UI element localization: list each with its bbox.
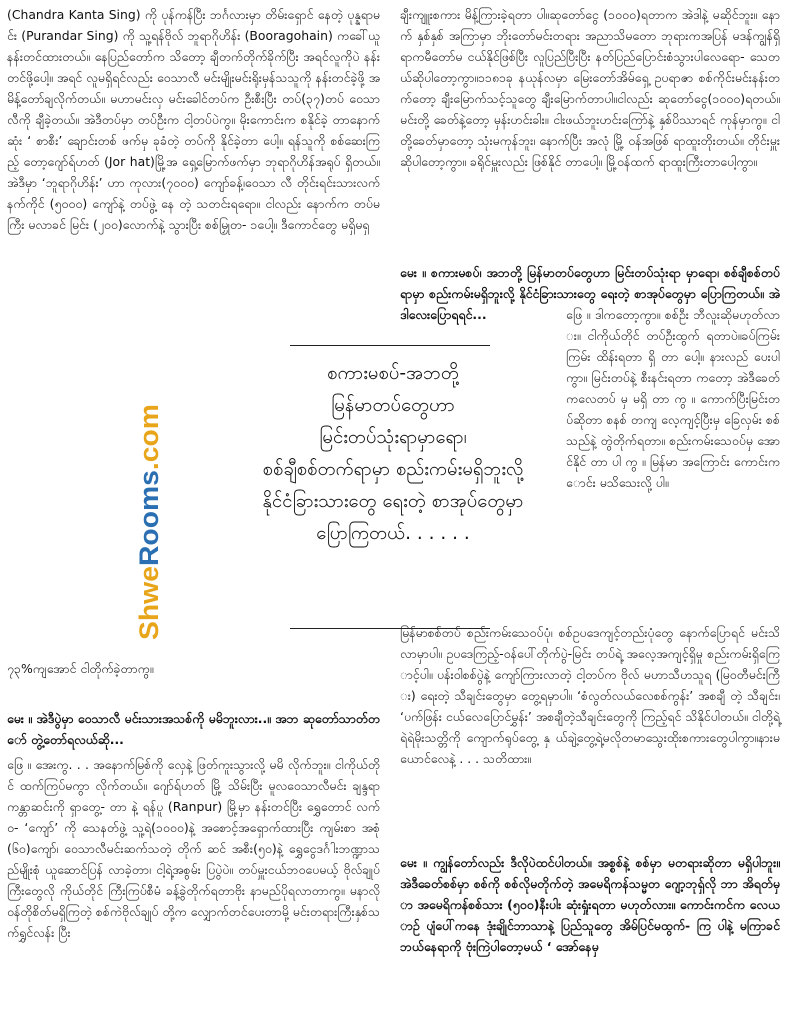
left-paragraph-2: ၇၃%ကျအောင် ငါတိုက်ခဲ့တာကွ။ [7, 661, 154, 676]
pull-quote-bottom-rule [290, 628, 490, 629]
shwerooms-watermark-logo [128, 402, 170, 640]
pull-quote-line-5: နိုင်ငံခြားသားတွေ ရေးတဲ့ စာအုပ်တွေမှာ [262, 491, 524, 512]
watermark-rooms: Rooms [134, 474, 164, 567]
pull-quote-line-2: မြန်မာတပ်တွေဟာ [331, 395, 455, 416]
pull-quote-line-4: စစ်ချီစစ်တက်ရာမှာ စည်းကမ်းမရှိဘူးလို့ [262, 459, 524, 480]
pull-quote-line-6: ပြောကြတယ်. . . . . . [316, 523, 470, 544]
pull-quote-top-rule [290, 345, 490, 346]
right-paragraph-1: ချီးကျူးစကား မိန့်ကြားခဲ့ရတာ ပါ။ဆုတော်ငွေ (၁၀၀၀)ရတာက အဲဒါနဲ့ မဆိုင်ဘူး။ နောက် နှစ်နှစ် အကြာမှာ ဘိုးတော်မင်းတရား အညာသိမတော ဘုရားကအပြန် မဒန်ကျွန်ရှိရာကမီတော်မ ငယ်နိုင်ဖြစ်ပြီး လူပြည်ပြီးပြီး နတ်ပြည်ပြောင်းစံသွားပါလေရော- သေတယ်ဆိုပါတော့ကွာ။၁၁၈၁ခု နယုန်လမှာ မြေးတော်အိမ်ရှေ့ ဥပရာဇာ စစ်ကိုင်းမင်းနန်းတက်တော့ ချီးမြောက်သင့်သူတွေ ချီးမြောက်တာပါ။ငါလည်း ဆုတော်ငွေ(၁၀၀၀)ရတယ်။မင်းတို့ ခေတ်နဲ့တော့ မှန်းဟင်းခါး။ ငါးဖယ်ဘူးဟင်းကြော်နဲ့ နှစ်ပိဿာရင် ကုန်မှာကွ။ ငါတို့ခေတ်မှာတော့ သုံးမကုန်ဘူး၊ နောက်ပြီး အလုံ မြို့ ဝန်အဖြစ် ရာထူးတိုးတယ်။ တိုင်းမှူးဆိုပါတော့ကွာ။ ခရိုင်မှူးလည်း ဖြစ်နိုင် တာပေါ့။ မြို့ဝန်ထက် ရာထူးကြီးတာပေါ့ကွာ။ [400, 7, 780, 169]
pull-quote-line-1: စကားမစပ်-အဘတို့ [327, 363, 459, 384]
svg-text:ShweRooms.com [134, 404, 164, 640]
left-question: မေး ။ အဲဒီပွဲမှာ ဝေသာလီ မင်းသားအသစ်ကို မမိဘူးလား..။ အဘ ဆုတော်သာတ်တော် တွဲ့တော်ရလယ်ဆို... [7, 711, 380, 747]
left-paragraph-1: (Chandra Kanta Sing) ကို ပုန်ကန်ပြီး ဘင်္ဂလားမှာ တိမ်းရှောင် နေတဲ့ ပုန္နရာမင်း (Purandar Sing) ကို သူ့ရန်ဗိုလ် ဘူရာဂိုဟိန်း (Booragohain) ကခေါ်ယူနန်းတင်ထားတယ်။ နေပြည်တော်က သိတော့ ချီတက်တိုက်ခိုက်ပြီး အရင်လူကိုပဲ နန်းတင်ဖို့ပေါ့။ အရင် လူမရှိရင်လည်း ဝေသာလီ မင်းမျိုးမင်းရိုးမှန်သသူကို နန်းတင်ခဲ့ဖို့ အမိန့်တော်ချလိုက်တယ်။ မဟာမင်းလှ မင်းခေါင်တပ်က ဦးစီးပြီး တပ်(၃၇)တပ် ဝေသာလီကို ချီခဲ့တယ်။ အဲဒီတပ်မှာ တပ်ဦးက ငါ့တပ်ပဲကွ။ မိုးကောင်းက စနိုင်ခဲ့ တာနောက်ဆုံး ‘ စာစီး’ ချောင်းတစ် ဖက်မှ ခုခံတဲ့ တပ်ကို နိုင်ခဲ့တာ ပေါ့။ ရန်သူကို စစ်ဆေးကြည့် တော့ဂျော်ရ်ဟတ် (Jor hat)မြို့အ ရှေ့မြောက်ဖက်မှာ ဘုရာဂိုဟိန်အရုပ် ရှိတယ်။ အဲဒီမှာ ‘ဘူရာဂိုဟိန်း’ ဟာ ကုလား(၇၀၀၀) ကျော်ခန့်၊ဝေသာ လီ တိုင်းရင်းသားလက်နက်ကိုင် (၅၀၀၀) ကျော်နဲ့ တပ်ဖွဲ့ နေ တဲ့ သတင်းရရော။ ငါလည်း နောက်က တပ်မကြီး မလာခင် မြင်း (၂၀၀)လောက်နဲ့ သွားပြီး စစ်မြှုတ- ၁ပေါ့။ ဒီကောင်တွေ မရှိမရှ [7, 7, 380, 232]
right-question: မေး ။ စကားမစပ်၊ အဘတို့ မြန်မာတပ်တွေဟာ မြင်းတပ်သုံးရာ မှာရော၊ စစ်ချီစစ်တပ်ရာမှာ စည်းကမ်းမရှိဘူးလို့ နိုင်ငံခြားသားတွေ ရေးတဲ့ စာအုပ်တွေမှာ ပြောကြတယ်။ အဲဒါလေးပြောရရင်... [400, 265, 780, 322]
right-question-2: မေး ။ ကျွန်တော်လည်း ဒီလိုပဲထင်ပါတယ်။ အစ္စစ်နဲ့ စစ်မှာ မတရားဆိုတာ မရှိပါဘူး။ အဲဒီခေတ်စစ်မှာ စစ်ကို စစ်လိုမတိုက်တဲ့ အမေရိကန်သမ္မတ ဂျော့ဘုရှ်လို ဘာ အိရတ်မှာ အမေရိကန်စစ်သား (၅၀၀)နီးပါး ဆုံးရှုံးရတာ မဟုတ်လား။ ကောင်းကင်က လေယာဉ် ပျံပေါ်ကနေ ဒုံးချိုင်ဘာသာနဲ့ ပြည်သူတွေ အိမ်ပြင်မထွက်- ကြ ပါနဲ့ မကြာခင် ဘယ်နေရာကို ဗုံးကြဲပါတော့မယ် ‘ အော်နေမှ [400, 855, 780, 954]
pull-quote-line-3: မြင်းတပ်သုံးရာမှာရော၊ [319, 427, 467, 448]
left-answer: ဖြေ ။ အေးကွ. . . အနောက်မြစ်ကို လှေနဲ့ ဖြတ်ကူးသွားလို့ မမိ လိုက်ဘူး။ ငါကိုယ်တိုင် ထက်ကြပ်မကွာ လိုက်တယ်။ ဂျော်ရ်ဟတ် မြို့ သိမ်းပြီး မူလဝေသာလီမင်း ချန္ဒရာ ကန္တာဆင်းကို ရှာတွေ့- တာ နဲ့ ရန်ပူ (Ranpur) မြို့မှာ နန်းတင်ပြီး ရွှေတောင် လက်ဝ- ‘ကျော်’ ကို သေနတ်ဖွဲ့ သူ့ရဲ(၁၀၀၀)နဲ့ အစောင့်အရှောက်ထားပြီး ကျမ်းစာ အစုံ (၆၀)ကျော်၊ ဝေသာလီမင်းဆက်သတဲ့ တိုက် ဆင် အစီး(၅၀)နဲ့ ရွှေငွေဒင်္ဂါးဘဏ္ဍာသည်မျိုးစုံ ယူဆောင်ပြန် လာခဲ့တာ၊ ငါ့ရဲ့အစွမ်း ပြပွဲပဲ။ တပ်မှူးငယ်ဘဝပေမယ့် ဗိုလ်ချုပ်ကြီးတွေလို ကိုယ်တိုင် ကြီးကြပ်စီမံ ခန့်ခွဲတိုက်ရတာဗိုး နာမည်ပိုရလာတာကွ။ မနာလို ဝန်တိုစိတ်မရှိကြတဲ့ စစ်ကဲဗိုလ်ချုပ် တို့က လျှောက်တင်ပေးတာမို့ မင်းတရားကြီးနှစ်သက်ရွှင်လန်း ပြီး [7, 757, 380, 940]
right-answer-narrow: ဖြေ ။ ဒါကတော့ကွာ။ စစ်ဦး ဘီလူးဆိုမဟုတ်လား။ ငါကိုယ်တိုင် တပ်ဦးထွက် ရတာပဲ။ခပ်ကြမ်း ကြမ်း ထိန်းရတာ ရှိ တာ ပေါ့။ နားလည် ပေးပါကွာ။ မြင်းတပ်နဲ့ စီးနင်းရတာ ကတော့ အဲဒီခေတ် ကလေတပ် မှ မရှိ တာ ကွ ။ ကောက်ပြီးမြင်းတပ်ဆိုတာ စနစ် တကျ လေ့ကျင့်ပြီးမှ ခြေလှမ်း စစ်သည်နဲ့ တွဲတိုက်ရတာ။ စည်းကမ်းသေဝပ်မှ အောင်နိုင် တာ ပါ ကွ ။ မြန်မာ အကြောင်း ကောင်းကောင်း မသိသေးလို့ ပါ။ [566, 307, 780, 490]
watermark-shwe: Shwe [134, 569, 164, 640]
pull-quote [218, 358, 568, 550]
watermark-com: .com [134, 407, 164, 471]
right-paragraph-2: မြန်မာစစ်တပ် စည်းကမ်းသေဝပ်ပုံ၊ စစ်ဥပဒေကျင့်တည်းပုံတွေ နောက်ပြောရင် မင်းသိလာမှာပါ။ ဥပဒေကြည့်-ဝန်ပေါ်တိုက်ပွဲ-မြင်း တပ်ရဲ့ အလေ့အကျင့်ရှိမှု စည်းကမ်းရှိကြောင့်ပါ။ ပန်းဝါစစ်ပွဲနဲ့ ကျော်ကြားလာတဲ့ ငါ့တပ်က ဗိုလ် မဟာသီဟသူရ (မြဝတီမင်းကြီး) ရေးတဲ့ သီချင်းတွေမှာ တွေ့ရမှာပါ။ ‘စံလွတ်လယ်လေစစ်ကွန်း’ အစချီ တဲ့ သီချင်း၊ ‘ပက်ဖြန်း ငယ်လေပြောင်မွှန်း’ အစချီတဲ့သီချင်းတွေကို ကြည့်ရင် သိနိုင်ပါတယ်။ ငါတို့ရဲ့ ရဲရဲမိုးသတ္တိကို ကျောက်ရုပ်တွေ့ နှ ယ်ချဲ့တွေ့ရဲ့မလိုတမာသွေးထိုးစကားတွေပါကွာ။နားမယောင်လေနဲ့ . . . သတိထား။ [400, 625, 780, 766]
